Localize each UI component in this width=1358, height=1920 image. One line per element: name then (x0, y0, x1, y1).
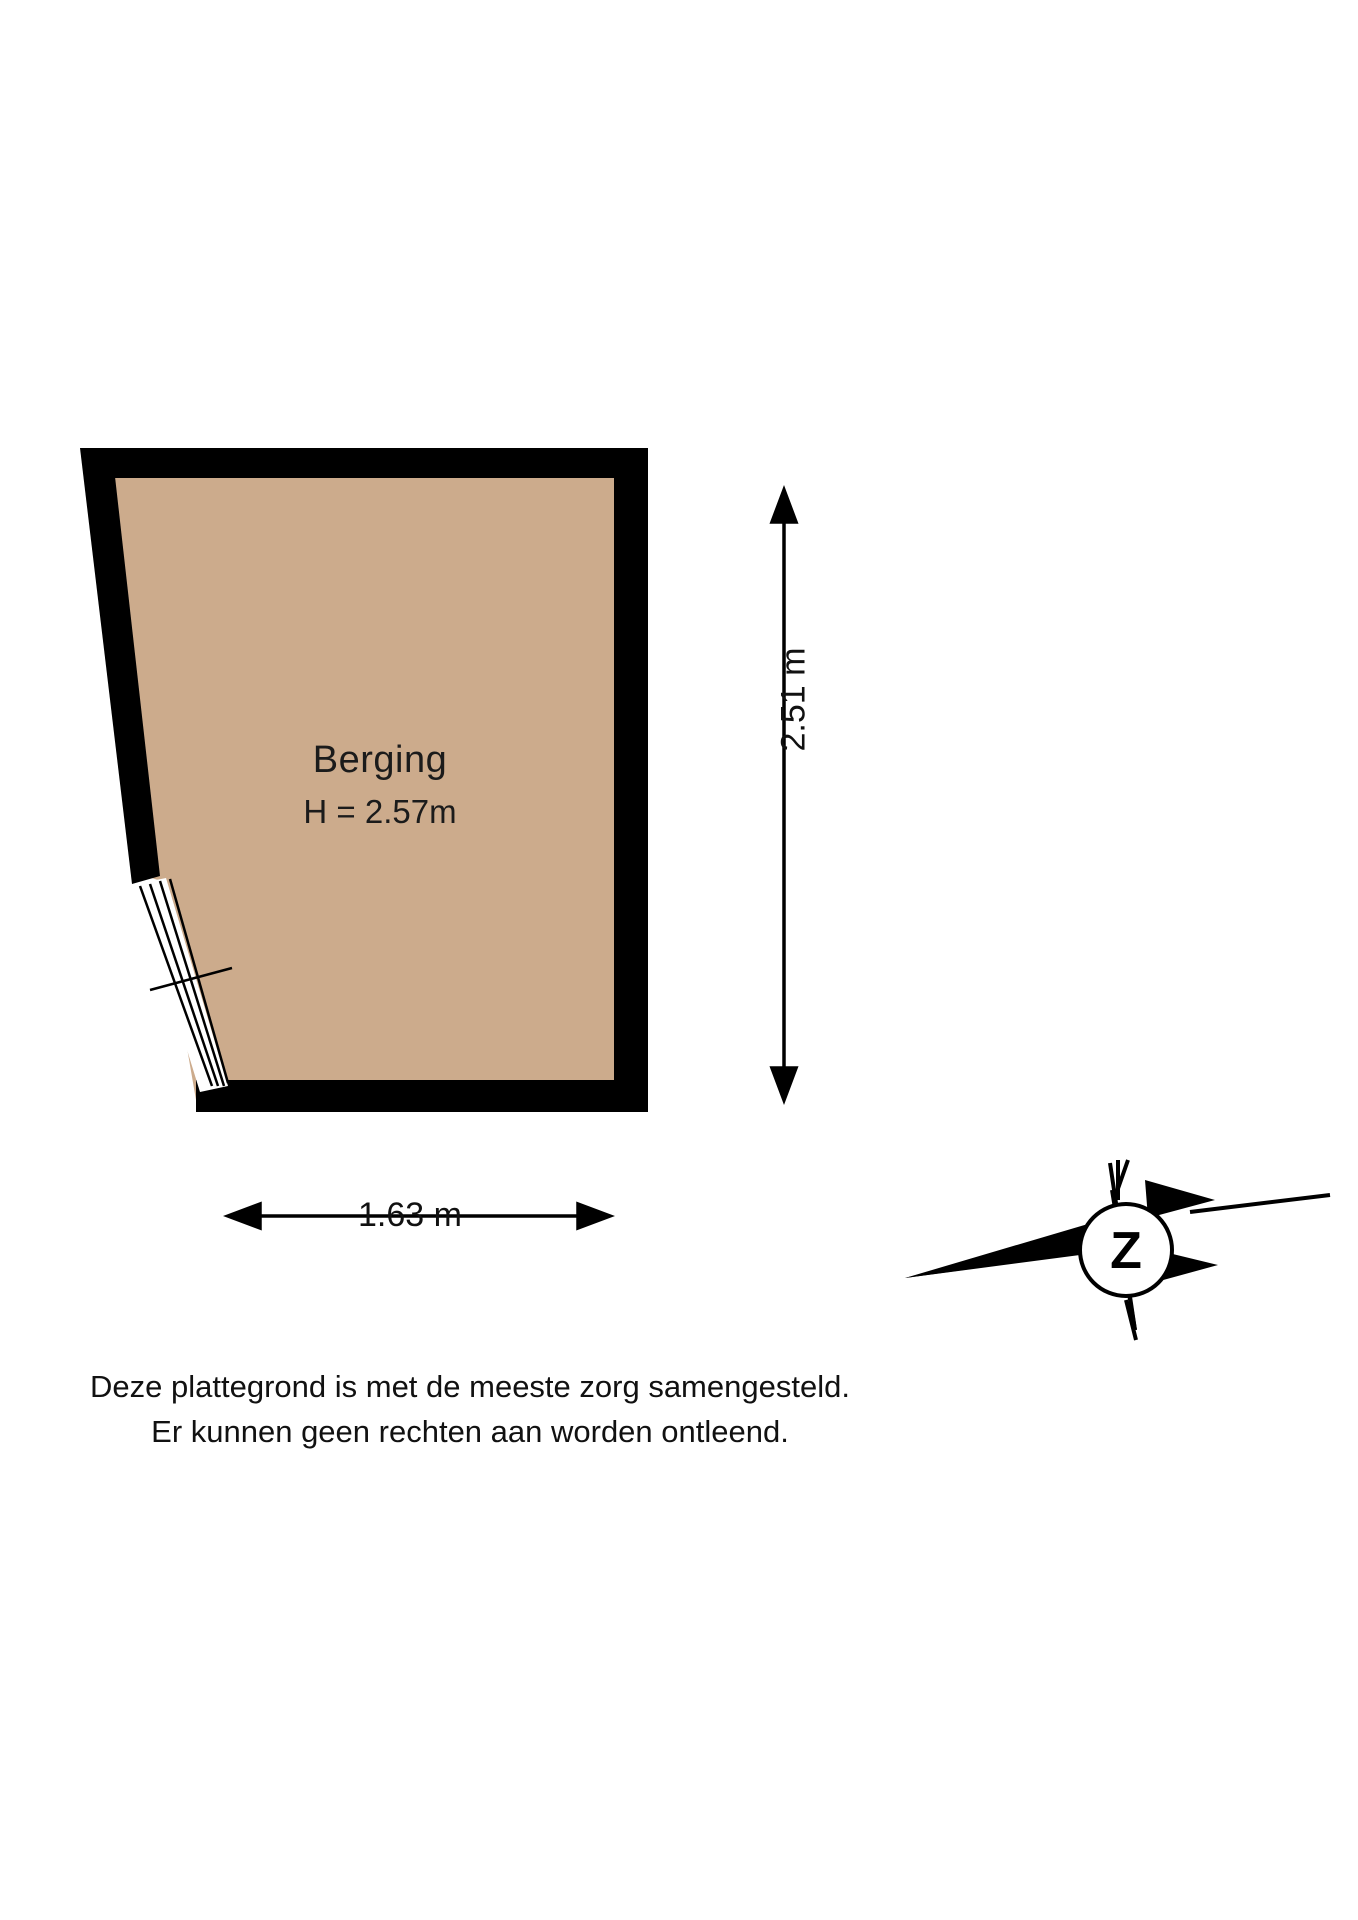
compass-letter: Z (1110, 1222, 1142, 1280)
disclaimer-line-1: Deze plattegrond is met de meeste zorg samengesteld. (90, 1369, 850, 1404)
compass-rose (905, 1160, 1330, 1340)
disclaimer (0, 1365, 940, 1455)
room-height: H = 2.57m (303, 792, 457, 830)
room-name: Berging (312, 739, 448, 781)
wall-right (614, 448, 648, 1112)
dimension-label-vertical: 2.51 m (774, 647, 813, 752)
disclaimer-line-2: Er kunnen geen rechten aan worden ontleend. (151, 1413, 789, 1449)
wall-top (80, 448, 648, 478)
wall-bottom (196, 1080, 648, 1112)
dimension-line-vertical (772, 490, 796, 1100)
dimension-label-horizontal: 1.63 m (358, 1196, 462, 1234)
